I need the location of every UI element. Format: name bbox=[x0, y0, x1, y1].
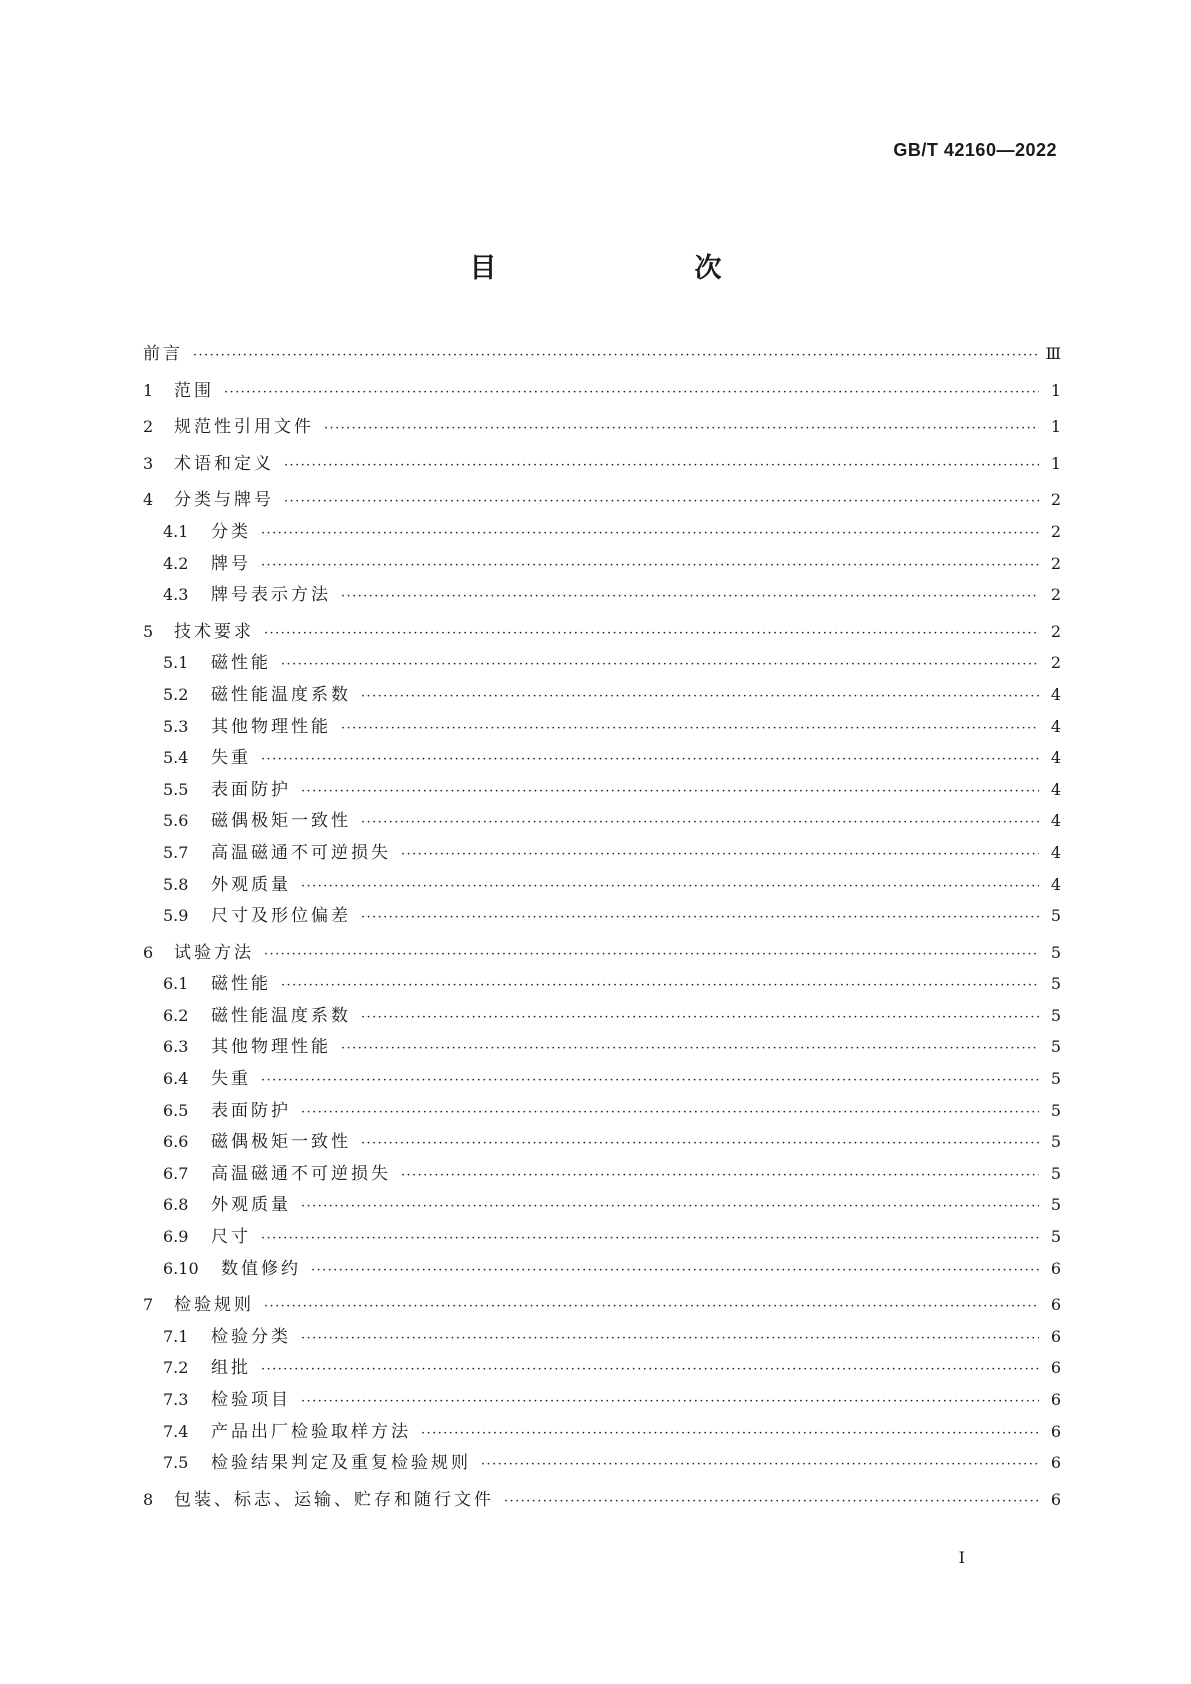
toc-entry-title: 磁偶极矩一致性 bbox=[211, 811, 351, 832]
toc-entry-title: 高温磁通不可逆损失 bbox=[211, 1163, 391, 1184]
dot-leader bbox=[301, 1191, 1039, 1223]
toc-entry-page: 5 bbox=[1050, 1163, 1061, 1183]
toc-entry[interactable] bbox=[143, 1000, 1061, 1032]
toc-entry-title: 磁性能温度系数 bbox=[211, 684, 351, 705]
dot-leader bbox=[301, 871, 1039, 903]
dot-leader bbox=[504, 1486, 1039, 1518]
toc-entry-page: 2 bbox=[1050, 521, 1061, 541]
toc-entry-number: 5 bbox=[143, 621, 154, 641]
toc-entry-number: 5.1 bbox=[163, 653, 189, 673]
toc-entry[interactable] bbox=[143, 1189, 1061, 1221]
toc-entry-page: 1 bbox=[1050, 453, 1061, 473]
toc-entry[interactable] bbox=[143, 937, 1061, 969]
dot-leader bbox=[421, 1418, 1039, 1450]
dot-leader bbox=[301, 1097, 1039, 1129]
toc-entry[interactable] bbox=[143, 869, 1061, 901]
toc-entry-title: 范围 bbox=[174, 380, 214, 401]
toc-entry-number: 8 bbox=[143, 1489, 154, 1509]
toc-entry-title: 检验结果判定及重复检验规则 bbox=[211, 1453, 471, 1474]
toc-entry-title: 磁性能 bbox=[211, 653, 271, 674]
toc-entry-number: 5.8 bbox=[163, 874, 189, 894]
toc-entry[interactable] bbox=[143, 484, 1061, 516]
toc-entry-page: 5 bbox=[1050, 942, 1061, 962]
toc-entry-page: 5 bbox=[1050, 906, 1061, 926]
toc-entry[interactable] bbox=[143, 375, 1061, 407]
toc-entry[interactable] bbox=[143, 338, 1061, 370]
toc-entry-page: 2 bbox=[1050, 490, 1061, 510]
toc-entry-page: 6 bbox=[1050, 1358, 1061, 1378]
toc-entry[interactable] bbox=[143, 1063, 1061, 1095]
table-of-contents bbox=[143, 338, 1061, 1515]
toc-entry-page: 6 bbox=[1050, 1390, 1061, 1409]
toc-entry-page: 2 bbox=[1050, 553, 1061, 573]
dot-leader bbox=[341, 1033, 1039, 1065]
toc-entry-title: 表面防护 bbox=[211, 779, 291, 800]
dot-leader bbox=[361, 807, 1039, 839]
toc-entry[interactable] bbox=[143, 1321, 1061, 1353]
dot-leader bbox=[261, 518, 1039, 550]
dot-leader bbox=[224, 377, 1039, 409]
toc-entry-number: 4.1 bbox=[163, 521, 189, 541]
toc-entry-page: 4 bbox=[1050, 842, 1061, 862]
toc-entry-number: 6.3 bbox=[163, 1037, 189, 1057]
toc-entry-number: 3 bbox=[143, 453, 154, 473]
toc-entry-page: 5 bbox=[1050, 1037, 1061, 1057]
toc-entry[interactable] bbox=[143, 448, 1061, 480]
toc-entry-title: 组批 bbox=[211, 1358, 251, 1379]
dot-leader bbox=[281, 970, 1039, 1002]
toc-entry-number: 5.6 bbox=[163, 811, 189, 831]
toc-entry-page: 6 bbox=[1050, 1295, 1061, 1315]
dot-leader bbox=[261, 1223, 1039, 1255]
toc-entry[interactable] bbox=[143, 837, 1061, 869]
toc-entry-title: 外观质量 bbox=[211, 874, 291, 895]
dot-leader bbox=[284, 486, 1039, 518]
toc-entry-page: 4 bbox=[1050, 874, 1061, 894]
dot-leader bbox=[401, 1160, 1039, 1192]
toc-entry-title: 包装、标志、运输、贮存和随行文件 bbox=[174, 1489, 494, 1510]
toc-entry[interactable] bbox=[143, 548, 1061, 580]
toc-entry[interactable] bbox=[143, 579, 1061, 611]
toc-entry-title: 表面防护 bbox=[211, 1100, 291, 1121]
dot-leader bbox=[264, 939, 1039, 971]
toc-entry-number: 6.7 bbox=[163, 1163, 189, 1183]
toc-entry-page: 1 bbox=[1050, 417, 1061, 437]
toc-entry[interactable] bbox=[143, 1352, 1061, 1384]
toc-entry[interactable] bbox=[143, 616, 1061, 648]
toc-entry-page: 4 bbox=[1050, 684, 1061, 704]
dot-leader bbox=[301, 1386, 1039, 1418]
toc-entry-number: 6 bbox=[143, 942, 154, 962]
toc-entry[interactable] bbox=[143, 1253, 1061, 1285]
toc-entry-title: 其他物理性能 bbox=[211, 1037, 331, 1058]
toc-entry-page: 5 bbox=[1050, 1195, 1061, 1215]
toc-entry[interactable] bbox=[143, 900, 1061, 932]
toc-entry[interactable] bbox=[143, 679, 1061, 711]
toc-entry-number: 4 bbox=[143, 490, 154, 510]
toc-entry-number: 6.9 bbox=[163, 1227, 189, 1247]
dot-leader bbox=[341, 713, 1039, 745]
toc-entry-number: 6.1 bbox=[163, 974, 189, 994]
toc-entry-title: 磁性能温度系数 bbox=[211, 1005, 351, 1026]
toc-entry-page: 5 bbox=[1050, 1227, 1061, 1247]
toc-entry-number: 6.5 bbox=[163, 1100, 189, 1120]
dot-leader bbox=[281, 649, 1039, 681]
dot-leader bbox=[261, 744, 1039, 776]
toc-entry-title: 牌号 bbox=[211, 553, 251, 574]
toc-entry-page: Ⅲ bbox=[1045, 344, 1061, 363]
dot-leader bbox=[301, 1323, 1039, 1355]
toc-entry[interactable] bbox=[143, 1484, 1061, 1516]
toc-entry-title: 规范性引用文件 bbox=[174, 417, 314, 438]
toc-entry-title: 其他物理性能 bbox=[211, 716, 331, 737]
toc-entry-number: 7.5 bbox=[163, 1453, 189, 1473]
toc-entry-number: 7.3 bbox=[163, 1390, 189, 1409]
toc-entry-title: 检验项目 bbox=[211, 1390, 291, 1410]
toc-entry-page: 5 bbox=[1050, 1005, 1061, 1025]
dot-leader bbox=[193, 340, 1038, 372]
toc-entry-page: 6 bbox=[1050, 1453, 1061, 1473]
page-number: Ⅰ bbox=[958, 1548, 965, 1567]
toc-entry-number: 6.6 bbox=[163, 1132, 189, 1152]
toc-entry-page: 6 bbox=[1050, 1489, 1061, 1509]
toc-entry-title: 数值修约 bbox=[221, 1258, 301, 1279]
toc-entry-page: 6 bbox=[1050, 1326, 1061, 1346]
toc-entry-title: 分类 bbox=[211, 521, 251, 542]
toc-entry-number: 5.3 bbox=[163, 716, 189, 736]
toc-entry-title: 技术要求 bbox=[174, 621, 254, 642]
toc-entry[interactable] bbox=[143, 711, 1061, 743]
toc-entry-page: 4 bbox=[1050, 779, 1061, 799]
dot-leader bbox=[284, 450, 1039, 482]
dot-leader bbox=[481, 1449, 1039, 1481]
toc-entry-title: 试验方法 bbox=[174, 942, 254, 963]
toc-entry-page: 4 bbox=[1050, 748, 1061, 768]
toc-entry[interactable] bbox=[143, 1447, 1061, 1479]
dot-leader bbox=[324, 413, 1039, 445]
toc-entry[interactable] bbox=[143, 516, 1061, 548]
toc-entry[interactable] bbox=[143, 968, 1061, 1000]
page-title: 目 次 bbox=[469, 253, 770, 284]
standard-code: GB/T 42160—2022 bbox=[893, 140, 1057, 160]
toc-entry-title: 产品出厂检验取样方法 bbox=[211, 1421, 411, 1442]
toc-entry-page: 5 bbox=[1050, 1069, 1061, 1089]
toc-entry-title: 尺寸及形位偏差 bbox=[211, 906, 351, 927]
dot-leader bbox=[261, 550, 1039, 582]
toc-entry-number: 7 bbox=[143, 1295, 154, 1315]
toc-entry-number: 6.4 bbox=[163, 1069, 189, 1089]
dot-leader bbox=[341, 581, 1039, 613]
toc-entry-page: 6 bbox=[1050, 1258, 1061, 1278]
toc-entry-title: 失重 bbox=[211, 1069, 251, 1090]
toc-entry[interactable] bbox=[143, 1031, 1061, 1063]
dot-leader bbox=[361, 681, 1039, 713]
toc-entry-page: 5 bbox=[1050, 1100, 1061, 1120]
toc-entry-number: 5.9 bbox=[163, 906, 189, 926]
dot-leader bbox=[264, 618, 1039, 650]
toc-entry-page: 2 bbox=[1050, 585, 1061, 605]
toc-entry-title: 前言 bbox=[143, 344, 183, 364]
toc-entry-number: 4.3 bbox=[163, 585, 189, 605]
dot-leader bbox=[361, 902, 1039, 934]
toc-entry-title: 分类与牌号 bbox=[174, 490, 274, 511]
toc-entry-title: 磁性能 bbox=[211, 974, 271, 995]
toc-entry-number: 6.8 bbox=[163, 1195, 189, 1215]
toc-entry-number: 5.2 bbox=[163, 684, 189, 704]
toc-entry-title: 外观质量 bbox=[211, 1195, 291, 1216]
dot-leader bbox=[361, 1128, 1039, 1160]
toc-entry-number: 5.5 bbox=[163, 779, 189, 799]
toc-entry[interactable] bbox=[143, 1095, 1061, 1127]
toc-entry[interactable] bbox=[143, 805, 1061, 837]
toc-entry-title: 检验规则 bbox=[174, 1295, 254, 1316]
toc-entry[interactable] bbox=[143, 742, 1061, 774]
toc-entry-title: 牌号表示方法 bbox=[211, 585, 331, 606]
toc-entry-page: 6 bbox=[1050, 1421, 1061, 1441]
toc-entry[interactable] bbox=[143, 774, 1061, 806]
toc-entry-page: 4 bbox=[1050, 811, 1061, 831]
toc-entry-number: 2 bbox=[143, 417, 154, 437]
toc-entry[interactable] bbox=[143, 1158, 1061, 1190]
dot-leader bbox=[311, 1255, 1039, 1287]
toc-entry-number: 4.2 bbox=[163, 553, 189, 573]
toc-entry[interactable] bbox=[143, 1289, 1061, 1321]
toc-entry-number: 6.2 bbox=[163, 1005, 189, 1025]
dot-leader bbox=[361, 1002, 1039, 1034]
toc-entry-number: 7.4 bbox=[163, 1421, 189, 1441]
toc-entry-number: 7.1 bbox=[163, 1326, 189, 1346]
toc-entry[interactable] bbox=[143, 1384, 1061, 1416]
toc-entry-title: 检验分类 bbox=[211, 1326, 291, 1347]
toc-entry-title: 尺寸 bbox=[211, 1227, 251, 1248]
toc-entry-page: 1 bbox=[1050, 380, 1061, 400]
dot-leader bbox=[401, 839, 1039, 871]
dot-leader bbox=[261, 1354, 1039, 1386]
dot-leader bbox=[301, 776, 1039, 808]
toc-entry-page: 4 bbox=[1050, 716, 1061, 736]
toc-entry[interactable] bbox=[143, 1221, 1061, 1253]
dot-leader bbox=[264, 1291, 1039, 1323]
toc-entry-title: 高温磁通不可逆损失 bbox=[211, 842, 391, 863]
toc-entry[interactable] bbox=[143, 1126, 1061, 1158]
toc-entry-page: 2 bbox=[1050, 653, 1061, 673]
toc-entry[interactable] bbox=[143, 647, 1061, 679]
toc-entry-number: 5.4 bbox=[163, 748, 189, 768]
toc-entry-title: 失重 bbox=[211, 748, 251, 769]
toc-entry-title: 术语和定义 bbox=[174, 453, 274, 474]
toc-entry-number: 7.2 bbox=[163, 1358, 189, 1378]
toc-entry[interactable] bbox=[143, 411, 1061, 443]
toc-entry-number: 1 bbox=[143, 380, 154, 400]
toc-entry-page: 2 bbox=[1050, 621, 1061, 641]
toc-entry[interactable] bbox=[143, 1416, 1061, 1448]
toc-entry-title: 磁偶极矩一致性 bbox=[211, 1132, 351, 1153]
toc-entry-number: 5.7 bbox=[163, 842, 189, 862]
toc-entry-page: 5 bbox=[1050, 1132, 1061, 1152]
toc-entry-number: 6.10 bbox=[163, 1258, 199, 1278]
toc-entry-page: 5 bbox=[1050, 974, 1061, 994]
dot-leader bbox=[261, 1065, 1039, 1097]
